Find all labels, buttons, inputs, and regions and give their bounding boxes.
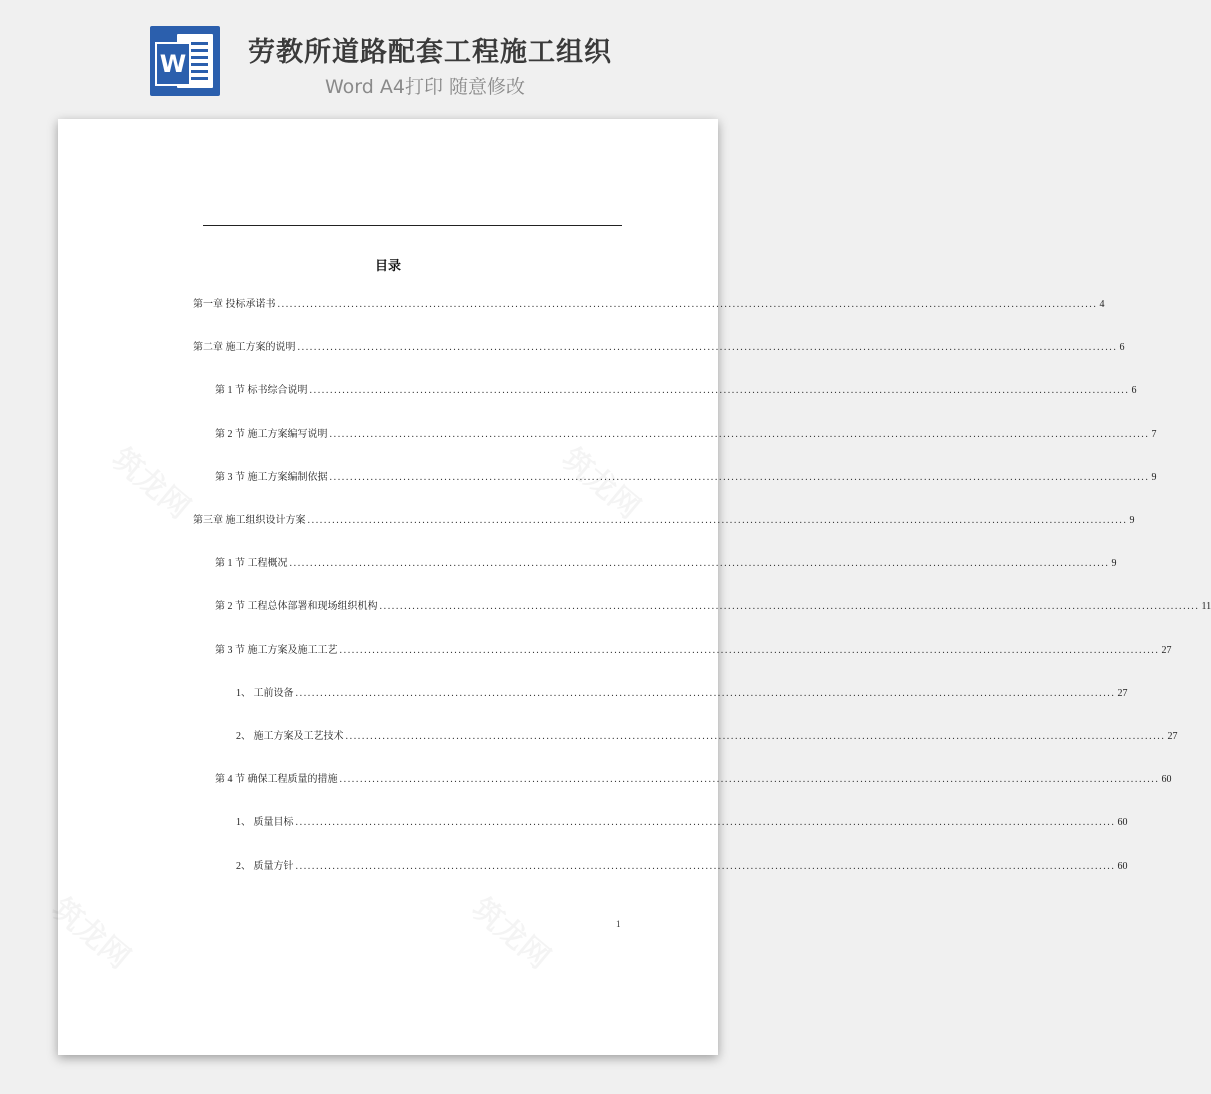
toc-entry-label: 第一章 投标承诺书 [193,299,276,310]
toc-leader-dots: ........................................................................................................................................................................................................ [295,860,1116,872]
toc-leader-dots: ........................................................................................................................................................................................................ [329,471,1150,483]
header [0,0,774,110]
toc-entry[interactable] [236,860,1128,874]
document-page [58,119,1211,1055]
toc-entry-page: 6 [1119,342,1125,354]
toc-entry-page: 9 [1111,558,1117,570]
toc-entry[interactable] [215,644,1172,658]
toc-title: 目录 [374,259,401,274]
toc-leader-dots: ........................................................................................................................................................................................................ [307,515,1128,526]
toc-entry[interactable] [215,557,1117,571]
toc-entry-label: 第 3 节 施工方案及施工工艺 [215,644,338,656]
word-icon [150,26,220,96]
toc-entry-label: 2、 施工方案及工艺技术 [236,731,344,742]
toc-entry[interactable] [215,471,1157,485]
toc-leader-dots: ........................................................................................................................................................................................................ [297,342,1118,354]
toc-entry-page: 60 [1117,817,1128,829]
watermark [464,885,561,977]
toc-entry-label: 第 4 节 确保工程质量的措施 [215,774,338,786]
toc-entry-page: 27 [1161,644,1172,656]
toc-entry-page: 9 [1151,471,1157,483]
document-title: 劳教所道路配套工程施工组织 [248,37,612,68]
toc-entry[interactable] [236,687,1128,701]
toc-leader-dots: ........................................................................................................................................................................................................ [339,774,1160,786]
toc-leader-dots: ........................................................................................................................................................................................................ [277,299,1098,310]
toc-entry[interactable] [236,816,1128,830]
toc-entry-label: 第二章 施工方案的说明 [193,342,296,354]
toc-entry-label: 第三章 施工组织设计方案 [193,515,306,526]
toc-leader-dots: ........................................................................................................................................................................................................ [339,644,1160,656]
toc-entry-label: 第 2 节 工程总体部署和现场组织机构 [215,601,378,613]
toc-entry[interactable] [215,773,1172,787]
toc-entry-page: 27 [1117,687,1128,699]
page-number: 1 [616,919,621,929]
toc-entry[interactable] [193,341,1125,355]
toc-entry-label: 第 1 节 标书综合说明 [215,385,308,397]
document-subtitle: Word A4打印 随意修改 [325,76,526,98]
toc-entry[interactable] [236,730,1178,744]
toc-leader-dots: ........................................................................................................................................................................................................ [309,385,1130,397]
toc-leader-dots: ........................................................................................................................................................................................................ [295,687,1116,699]
toc-leader-dots: ........................................................................................................................................................................................................ [295,817,1116,829]
toc-entry-label: 第 2 节 施工方案编写说明 [215,428,328,440]
toc-entry-label: 1、 质量目标 [236,817,294,829]
toc-entry-label: 第 1 节 工程概况 [215,558,288,570]
toc-leader-dots: ........................................................................................................................................................................................................ [379,601,1200,613]
toc-leader-dots: ........................................................................................................................................................................................................ [329,428,1150,440]
header-rule [203,225,622,226]
toc-entry[interactable] [193,298,1105,312]
toc-entry-page: 60 [1117,860,1128,872]
toc-entry-page: 9 [1129,515,1135,526]
toc-entry-label: 1、 工前设备 [236,687,294,699]
toc-entry[interactable] [215,600,1211,614]
watermark [44,885,141,977]
toc-entry[interactable] [193,514,1135,528]
toc-entry-page: 27 [1167,731,1178,742]
toc-entry-page: 7 [1151,428,1157,440]
toc-entry-page: 4 [1099,299,1105,310]
toc-leader-dots: ........................................................................................................................................................................................................ [289,558,1110,570]
toc-entry[interactable] [215,384,1137,398]
toc-entry-page: 11 [1201,601,1211,613]
toc-entry-page: 60 [1161,774,1172,786]
watermark [104,435,201,527]
word-icon-letter: W [155,42,191,86]
toc-leader-dots: ........................................................................................................................................................................................................ [345,731,1166,742]
toc-entry-page: 6 [1131,385,1137,397]
toc-entry-label: 第 3 节 施工方案编制依据 [215,471,328,483]
toc-entry[interactable] [215,428,1157,442]
toc-entry-label: 2、 质量方针 [236,860,294,872]
